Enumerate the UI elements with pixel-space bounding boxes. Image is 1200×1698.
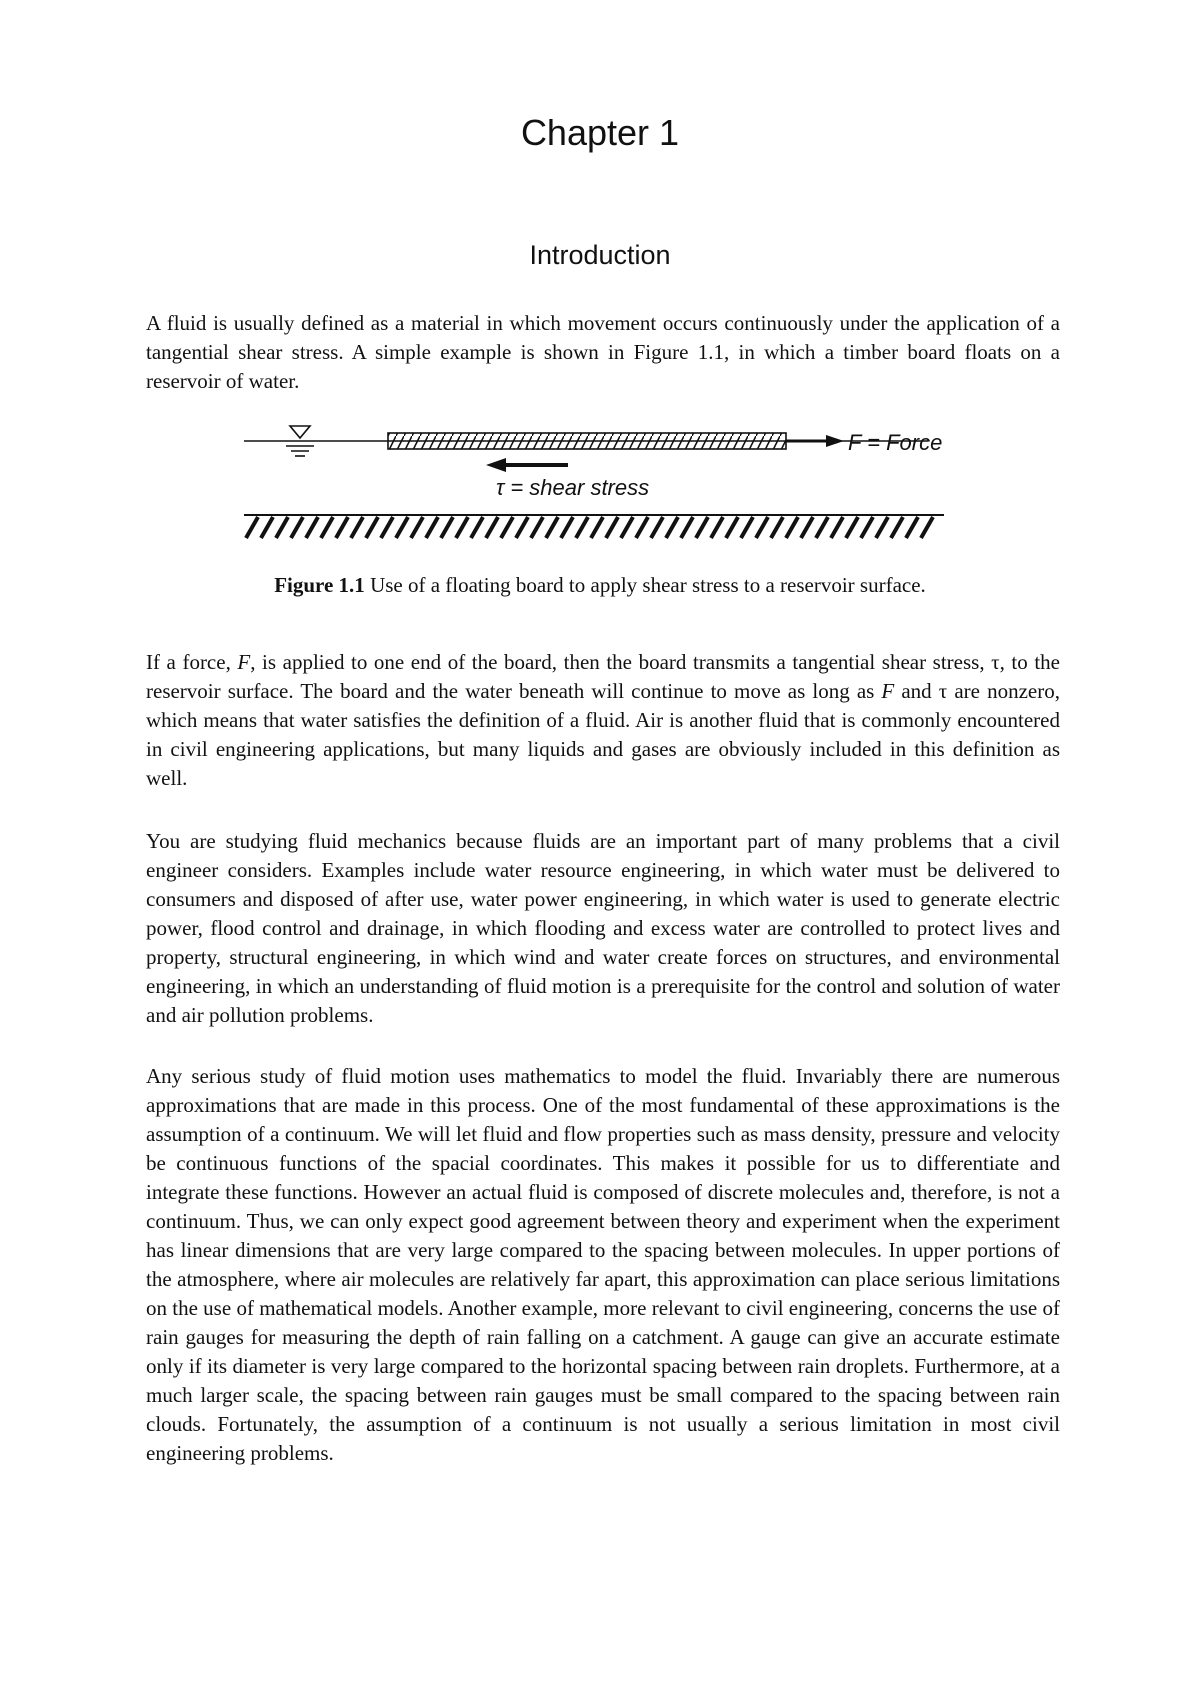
figure-caption-label: Figure 1.1 xyxy=(274,573,365,597)
ground-hatch-line xyxy=(636,517,648,538)
ground-hatch-line xyxy=(696,517,708,538)
ground-hatch-line xyxy=(471,517,483,538)
ground-hatch-line xyxy=(591,517,603,538)
ground-hatch-line xyxy=(876,517,888,538)
chapter-title: Chapter 1 xyxy=(520,112,680,153)
ground-hatch-line xyxy=(441,517,453,538)
ground-hatch-line xyxy=(486,517,498,538)
ground-hatch-line xyxy=(531,517,543,538)
text-span: , is applied to one end of the board, then the board transmits a tangential shear stress, xyxy=(250,650,992,674)
reservoir-bottom xyxy=(244,515,944,538)
ground-hatch-line xyxy=(906,517,918,538)
symbol-tau: τ xyxy=(991,650,1000,674)
paragraph-continuum: Any serious study of fluid motion uses mathematics to model the fluid. Invariably there are numerous approximations that are made in this process. One of the most fundamental of these approximations is the assumption of a continuum. We will let fluid and flow properties such as mass density, pressure and velocity be continuous functions of the spacial coordinates. This makes it possible for us to differentiate and integrate these functions. However an actual fluid is composed of discrete molecules and, therefore, is not a continuum. Thus, we can only expect good agreement between theory and experiment when the experiment has linear dimensions that are very large compared to the spacing between molecules. In upper portions of the atmosphere, where air molecules are relatively far apart, this approximation can place serious limitations on the use of mathematical models. Another example, more relevant to civil engineering, concerns the use of rain gauges for measuring the depth of rain falling on a catchment. A gauge can give an accurate estimate only if its diameter is very large compared to the horizontal spacing between rain droplets. Furthermore, at a much larger scale, the spacing between rain gauges must be small compared to the spacing between rain clouds. Fortunately, the assumption of a continuum is not usually a serious limitation in most civil engineering problems. xyxy=(146,1064,1060,1465)
ground-hatch-line xyxy=(411,517,423,538)
ground-hatch-line xyxy=(366,517,378,538)
ground-hatch-line xyxy=(381,517,393,538)
ground-hatch-line xyxy=(921,517,933,538)
force-arrow-icon xyxy=(786,435,844,447)
ground-hatch-line xyxy=(351,517,363,538)
text-span: and xyxy=(894,679,939,703)
ground-hatch-line xyxy=(336,517,348,538)
figure-caption xyxy=(0,573,1200,598)
ground-hatch-line xyxy=(501,517,513,538)
ground-hatch-line xyxy=(321,517,333,538)
ground-hatch-line xyxy=(606,517,618,538)
paragraph-fluid-definition: A fluid is usually defined as a material in which movement occurs continuously under the application of a tangential shear stress. A simple example is shown in Figure 1.1, in which a timber board floats on a reservoir of water. xyxy=(146,311,1060,393)
ground-hatch-line xyxy=(651,517,663,538)
ground-hatch-line xyxy=(666,517,678,538)
ground-hatch-line xyxy=(681,517,693,538)
ground-hatch-line xyxy=(306,517,318,538)
shear-stress-arrow-icon xyxy=(486,458,568,472)
ground-hatch-line xyxy=(426,517,438,538)
ground-hatch-line xyxy=(456,517,468,538)
timber-board xyxy=(388,433,786,449)
ground-hatch-line xyxy=(771,517,783,538)
symbol-tau: τ xyxy=(938,679,948,703)
ground-hatch-line xyxy=(711,517,723,538)
text-span: , to the reservoir surface. The board and the water beneath will continue to move as long as xyxy=(146,650,1060,703)
ground-hatch-line xyxy=(801,517,813,538)
ground-hatch-line xyxy=(396,517,408,538)
text-span: If a force, xyxy=(146,650,238,674)
text-span: are nonzero, which means that water satisfies the definition of a fluid. Air is another fluid that is commonly encountered in civil engineering applications, but many liquids and gases are obviously included in this definition as well. xyxy=(146,679,1060,790)
ground-hatch-line xyxy=(726,517,738,538)
paragraph-force-example xyxy=(146,648,1060,793)
ground-hatch-line xyxy=(261,517,273,538)
floating-board-figure xyxy=(228,420,968,550)
ground-hatch-line xyxy=(621,517,633,538)
ground-hatch-line xyxy=(816,517,828,538)
ground-hatch-line xyxy=(891,517,903,538)
force-label: F = Force xyxy=(848,430,943,455)
ground-hatch-line xyxy=(741,517,753,538)
floating-board-diagram xyxy=(228,420,968,550)
ground-hatch-line xyxy=(546,517,558,538)
symbol-force: F xyxy=(881,679,895,703)
section-title: Introduction xyxy=(529,240,671,270)
ground-hatch-line xyxy=(561,517,573,538)
ground-hatch-line xyxy=(831,517,843,538)
ground-hatch-line xyxy=(516,517,528,538)
ground-hatch-line xyxy=(861,517,873,538)
shear-stress-label: τ = shear stress xyxy=(496,475,650,500)
ground-hatch-line xyxy=(291,517,303,538)
ground-hatch-line xyxy=(246,517,258,538)
figure-caption-text: Use of a floating board to apply shear stress to a reservoir surface. xyxy=(370,573,926,597)
ground-hatch-line xyxy=(786,517,798,538)
ground-hatch-line xyxy=(846,517,858,538)
ground-hatch-line xyxy=(576,517,588,538)
ground-hatch-line xyxy=(276,517,288,538)
ground-hatch-line xyxy=(756,517,768,538)
paragraph-civil-engineering: You are studying fluid mechanics because fluids are an important part of many problems that a civil engineer considers. Examples include water resource engineering, in which water must be delivered to consumers and disposed of after use, water power engineering, in which water is used to generate electric power, flood control and drainage, in which flooding and excess water are controlled to protect lives and property, structural engineering, in which wind and water create forces on structures, and environmental engineering, in which an understanding of fluid motion is a prerequisite for the control and solution of water and air pollution problems. xyxy=(146,829,1060,1027)
symbol-force: F xyxy=(237,650,251,674)
